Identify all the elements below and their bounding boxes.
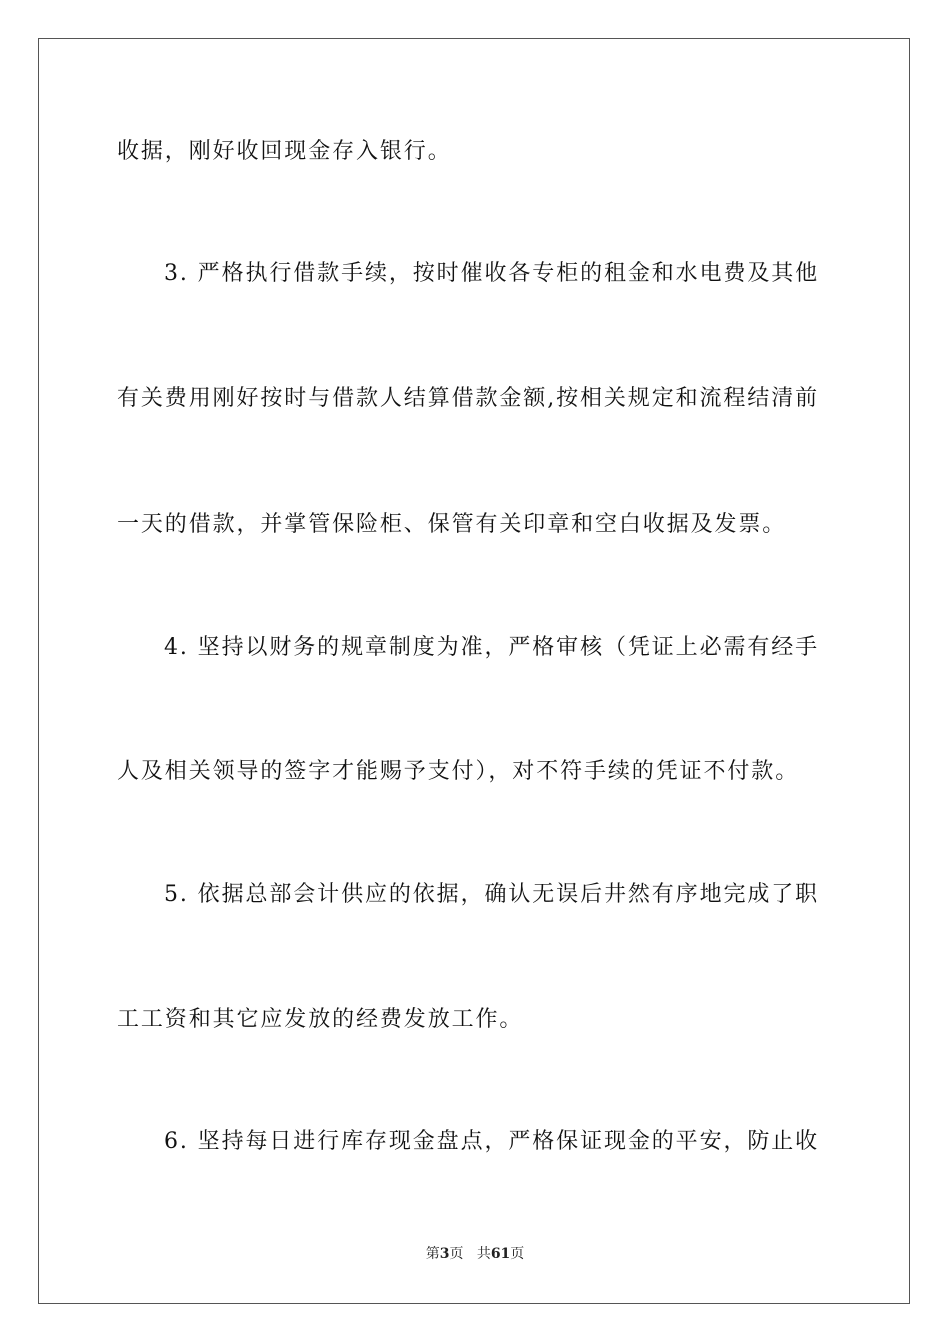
body-line-2: 3. 严格执行借款手续，按时催收各专柜的租金和水电费及其他 [164, 261, 820, 286]
body-line-4: 一天的借款，并掌管保险柜、保管有关印章和空白收据及发票。 [117, 512, 787, 537]
body-line-5: 4. 坚持以财务的规章制度为准，严格审核（凭证上必需有经手 [164, 635, 820, 660]
body-line-8: 工工资和其它应发放的经费发放工作。 [117, 1007, 524, 1032]
page-footer [0, 1245, 950, 1263]
body-line-3: 有关费用刚好按时与借款人结算借款金额,按相关规定和流程结清前 [117, 386, 819, 411]
body-line-9: 6. 坚持每日进行库存现金盘点，严格保证现金的平安，防止收 [164, 1129, 820, 1154]
body-line-1: 收据，刚好收回现金存入银行。 [117, 139, 452, 164]
page-border [38, 38, 910, 1304]
footer-total-pages: 61 [490, 1246, 511, 1262]
body-line-7: 5. 依据总部会计供应的依据，确认无误后井然有序地完成了职 [164, 882, 820, 907]
footer-page-suffix: 页 [449, 1246, 464, 1262]
footer-total-prefix: 共 [476, 1246, 491, 1262]
footer-page-number: 3 [439, 1246, 450, 1262]
footer-total-suffix: 页 [510, 1246, 525, 1262]
body-line-6: 人及相关领导的签字才能赐予支付），对不符手续的凭证不付款。 [117, 759, 800, 784]
footer-page-prefix: 第 [425, 1246, 440, 1262]
